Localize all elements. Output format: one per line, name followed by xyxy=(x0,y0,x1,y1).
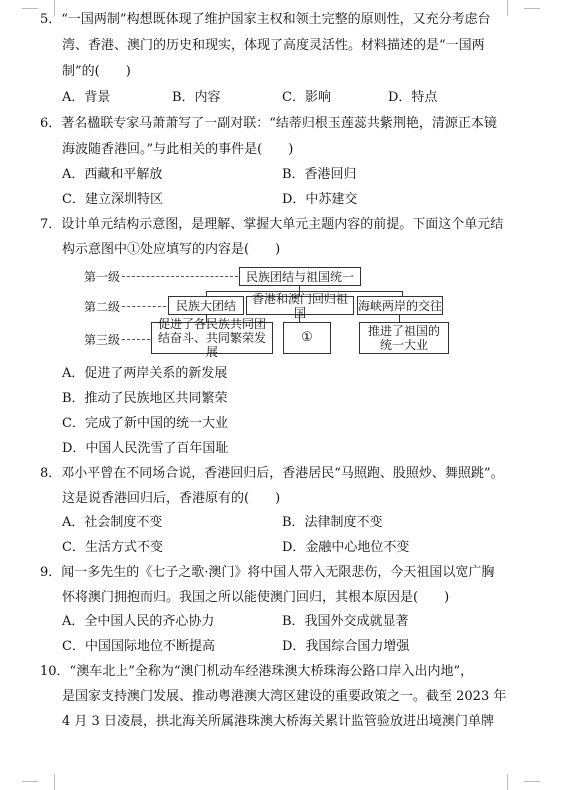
connector xyxy=(299,314,300,322)
level2-node-cross-strait: 海峡两岸的交往 xyxy=(357,296,443,315)
option-b[interactable]: B．法律制度不变 xyxy=(282,515,383,530)
option-d[interactable]: D．我国综合国力增强 xyxy=(282,639,410,654)
option-a[interactable]: A．背景 xyxy=(62,90,111,105)
option-c[interactable]: C．建立深圳特区 xyxy=(62,192,163,207)
crop-mark xyxy=(22,8,38,9)
dashed-leader xyxy=(122,339,150,340)
question-text: 8．邓小平曾在不同场合说，香港回归后，香港居民“马照跑、股照炒、舞照跳”。 xyxy=(40,466,504,481)
option-a[interactable]: A．全中国人民的齐心协力 xyxy=(62,614,215,629)
crop-mark xyxy=(524,8,540,9)
option-d[interactable]: D．特点 xyxy=(388,90,438,105)
level-label-2: 第二级 xyxy=(84,300,121,314)
option-c[interactable]: C．完成了新中国的统一大业 xyxy=(62,416,228,431)
crop-mark xyxy=(507,774,524,790)
question-text: 10．“澳车北上”全称为“澳门机动车经港珠澳大桥珠海公路口岸入出内地”， xyxy=(40,664,474,679)
level-label-1: 第一级 xyxy=(84,270,121,284)
level3-node-ethnic: 促进了各民族共同团结奋斗、共同繁荣发展 xyxy=(151,322,273,354)
dashed-leader xyxy=(122,306,166,307)
dashed-leader xyxy=(122,276,238,277)
question-text: 构示意图中①处应填写的内容是( ) xyxy=(62,242,281,257)
question-text: 制”的( ) xyxy=(62,64,131,79)
crop-mark xyxy=(524,781,540,782)
option-b[interactable]: B．我国外交成就显著 xyxy=(282,614,409,629)
level3-node-unification: 推进了祖国的统一大业 xyxy=(359,322,449,354)
option-a[interactable]: A．促进了两岸关系的新发展 xyxy=(62,366,228,381)
option-d[interactable]: D．中国人民洗雪了百年国耻 xyxy=(62,441,229,456)
option-d[interactable]: D．金融中心地位不变 xyxy=(282,540,410,555)
option-a[interactable]: A．社会制度不变 xyxy=(62,515,163,530)
level3-node-blank: ① xyxy=(283,322,331,354)
option-d[interactable]: D．中苏建交 xyxy=(282,192,358,207)
crop-mark xyxy=(507,0,524,16)
question-text: 9．闻一多先生的《七子之歌·澳门》将中国人带入无限悲伤，今天祖国以宽广胸 xyxy=(40,565,495,580)
crop-mark xyxy=(22,781,38,782)
level2-node-ethnic-unity: 民族大团结 xyxy=(168,296,244,315)
connector xyxy=(399,314,400,322)
level-label-3: 第三级 xyxy=(84,333,121,347)
option-a[interactable]: A．西藏和平解放 xyxy=(62,167,163,182)
question-text: 7．设计单元结构示意图，是理解、掌握大单元主题内容的前提。下面这个单元结 xyxy=(40,217,504,232)
option-c[interactable]: C．影响 xyxy=(282,90,331,105)
option-b[interactable]: B．香港回归 xyxy=(282,167,357,182)
question-text: 湾、香港、澳门的历史和现实，体现了高度灵活性。材料描述的是“一国两 xyxy=(62,38,485,53)
question-text: 5．“一国两制”构想既体现了维护国家主权和领土完整的原则性，又充分考虑台 xyxy=(40,12,491,27)
question-text: 这是说香港回归后，香港原有的( ) xyxy=(62,491,281,506)
level2-node-hk-macau-return: 香港和澳门回归祖国 xyxy=(246,296,354,315)
option-c[interactable]: C．生活方式不变 xyxy=(62,540,163,555)
root-node: 民族团结与祖国统一 xyxy=(239,267,361,286)
question-text: 海波随香港回。”与此相关的事件是( ) xyxy=(62,142,294,157)
question-text: 4 月 3 日凌晨，拱北海关所属港珠澳大桥海关累计监管验放进出境澳门单牌 xyxy=(62,714,494,729)
option-c[interactable]: C．中国国际地位不断提高 xyxy=(62,639,215,654)
option-b[interactable]: B．内容 xyxy=(172,90,221,105)
question-text: 怀将澳门拥抱而归。我国之所以能使澳门回归，其根本原因是( ) xyxy=(62,590,450,605)
option-b[interactable]: B．推动了民族地区共同繁荣 xyxy=(62,391,228,406)
question-text: 6．著名楹联专家马萧萧写了一副对联：“结蒂归根玉莲蕊共紫荆艳，清源正本镜 xyxy=(40,116,497,131)
crop-mark xyxy=(38,774,55,790)
question-text: 是国家支持澳门发展、推动粤港澳大湾区建设的重要政策之一。截至 2023 年 xyxy=(62,689,507,704)
